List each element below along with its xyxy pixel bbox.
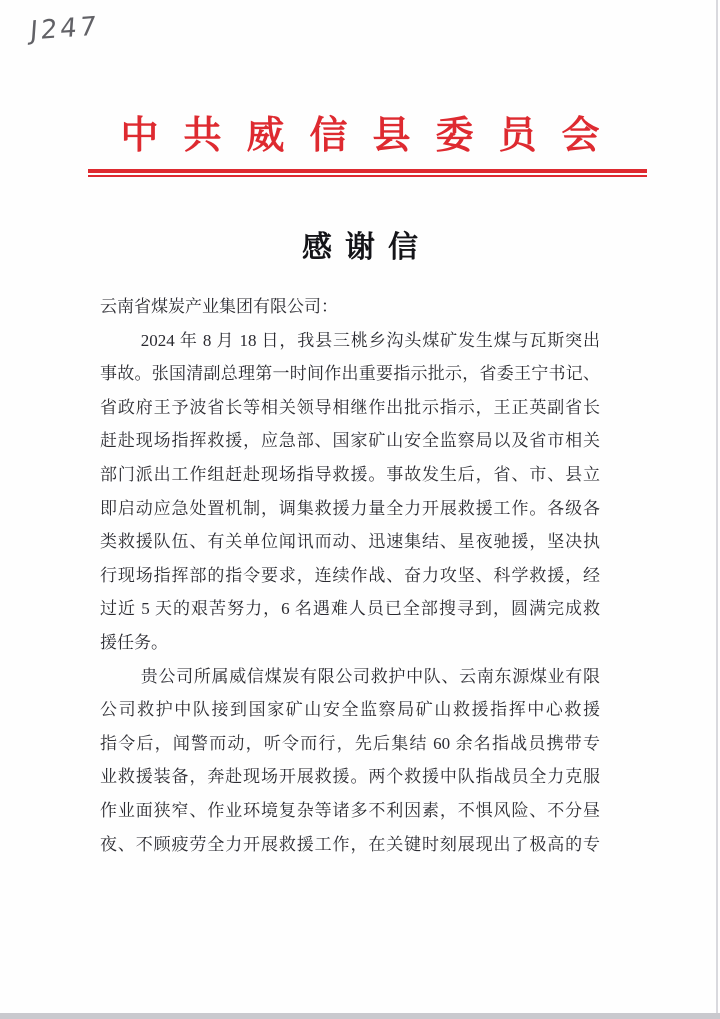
body-line: 援任务。 — [100, 632, 168, 652]
salutation: 云南省煤炭产业集团有限公司： — [100, 297, 338, 316]
body-line: 指令后，闻警而动，听令而行，先后集结 60 余名指战员携带专 — [100, 733, 600, 753]
body-line: 类救援队伍、有关单位闻讯而动、迅速集结、星夜驰援，坚决执 — [100, 532, 600, 552]
body-line: 行现场指挥部的指令要求，连续作战、奋力攻坚、科学救援，经 — [100, 565, 600, 585]
handwritten-note: J247 — [29, 11, 101, 47]
letter-title: 感谢信 — [302, 231, 431, 264]
body-line: 作业面狭窄、作业环境复杂等诸多不利因素，不惧风险、不分昼 — [100, 800, 600, 820]
body-line: 省政府王予波省长等相关领导相继作出批示指示，王正英副省长 — [100, 397, 600, 417]
letterhead-org-name: 中共威信县委员会 — [120, 115, 625, 157]
body-line: 过近 5 天的艰苦努力，6 名遇难人员已全部搜寻到，圆满完成救 — [100, 599, 600, 619]
scan-edge-right — [716, 0, 718, 1019]
body-line: 夜、不顾疲劳全力开展救援工作，在关键时刻展现出了极高的专 — [100, 834, 600, 854]
letterhead-divider-rule — [88, 169, 647, 177]
letterhead — [0, 112, 720, 177]
body-line: 部门派出工作组赶赴现场指导救援。事故发生后，省、市、县立 — [100, 464, 600, 484]
body-line: 2024 年 8 月 18 日，我县三桃乡沟头煤矿发生煤与瓦斯突出 — [140, 330, 600, 350]
scan-edge-bottom — [0, 1013, 720, 1019]
body-line: 贵公司所属威信煤炭有限公司救护中队、云南东源煤业有限 — [140, 666, 600, 686]
letter-body — [100, 290, 600, 861]
body-line: 即启动应急处置机制，调集救援力量全力开展救援工作。各级各 — [100, 498, 600, 518]
body-line: 事故。张国清副总理第一时间作出重要指示批示，省委王宁书记、 — [100, 364, 600, 384]
body-line: 赶赴现场指挥救援，应急部、国家矿山安全监察局以及省市相关 — [100, 431, 600, 451]
body-line: 公司救护中队接到国家矿山安全监察局矿山救援指挥中心救援 — [100, 700, 600, 720]
body-line: 业救援装备，奔赴现场开展救援。两个救援中队指战员全力克服 — [100, 767, 600, 787]
